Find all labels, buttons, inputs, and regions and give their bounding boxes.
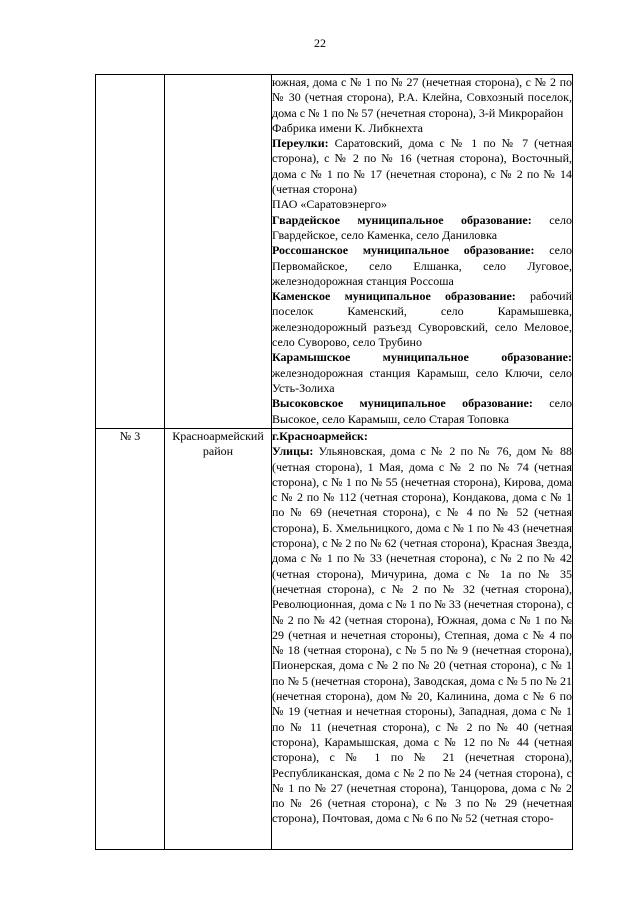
- row-number: № 3: [96, 429, 165, 850]
- addresses-paragraph: Карамышское муниципальное образование: железнодорожная станция Карамыш, село Ключи, село Усть-Золиха: [272, 350, 572, 395]
- addresses-paragraph: Улицы: Ульяновская, дома с № 2 по № 76, дом № 88 (четная сторона), 1 Мая, дома с № 2 по № 74 (четная сторона), с № 1 по № 55 (нечетная сторона), Кирова, дома с № 2 по № 112 (четная сторона), Кондакова, дома с № 1 по № 69 (нечетная сторона), с № 4 по № 52 (четная сторона), Б. Хмельницкого, дома с № 1 по № 43 (нечетная сторона), с № 2 по № 62 (четная сторона), Красная Звезда, дома с № 1 по № 33 (нечетная сторона), с № 2 по № 42 (четная сторона), Мичурина, дома с № 1а по № 35 (нечетная сторона), с № 2 по № 32 (четная сторона), Революционная, дома с № 1 по № 33 (нечетная сторона), с № 2 по № 42 (четная сторона), Южная, дома с № 1 по № 29 (четная и нечетная стороны), Степная, дома с № 4 по № 18 (четная сторона), с № 5 по № 9 (нечетная сторона), Пионерская, дома с № 2 по № 20 (четная сторона), с № 1 по № 5 (нечетная сторона), Заводская, дома с № 5 по № 21 (нечетная сторона), дом № 20, Калинина, дома с № 6 по № 19 (четная и нечетная стороны), Западная, дома с № 1 по № 11 (нечетная сторона), с № 2 по № 40 (четная сторона), Карамышская, дома с № 12 по № 44 (четная сторона), с № 1 по № 21 (нечетная сторона), Республиканская, дома с № 2 по № 24 (четная сторона), с № 1 по № 27 (нечетная сторона), Танцорова, дома с № 2 по № 26 (четная сторона), с № 3 по № 29 (нечетная сторона), Почтовая, дома с № 6 по № 52 (четная сторо-: [272, 444, 572, 826]
- addresses-cell: [272, 429, 573, 850]
- district-name: Красноармейский район: [165, 429, 272, 850]
- table-row: [96, 429, 573, 850]
- addresses-paragraph: Гвардейское муниципальное образование: село Гвардейское, село Каменка, село Даниловка: [272, 212, 572, 242]
- addresses-paragraph: Каменское муниципальное образование: рабочий поселок Каменский, село Карамышевка, железнодорожный разъезд Суворовский, село Меловое, село Суворово, село Трубино: [272, 289, 572, 350]
- addresses-paragraph: Высоковское муниципальное образование: село Высокое, село Карамыш, село Старая Топовка: [272, 396, 572, 426]
- row-number: [96, 75, 165, 429]
- addresses-paragraph: Переулки: Саратовский, дома с № 1 по № 7 (четная сторона), с № 2 по № 16 (четная сторона), Восточный, дома с № 1 по № 17 (нечетная сторона), с № 2 по № 14 (четная сторона): [272, 136, 572, 197]
- addresses-paragraph: южная, дома с № 1 по № 27 (нечетная сторона), с № 2 по № 30 (четная сторона), Р.А. Клейна, Совхозный поселок, дома с № 1 по № 57 (нечетная сторона), 3-й Микрорайон: [272, 75, 572, 120]
- addresses-paragraph: г.Красноармейск:: [272, 429, 368, 443]
- district-table: [95, 74, 573, 850]
- page-number: 22: [314, 36, 326, 50]
- addresses-cell: [272, 75, 573, 429]
- addresses-paragraph: ПАО «Саратовэнерго»: [272, 197, 388, 212]
- district-name: [165, 75, 272, 429]
- addresses-paragraph: Россошанское муниципальное образование: село Первомайское, село Елшанка, село Луговое, железнодорожная станция Россоша: [272, 243, 573, 288]
- table-row: [96, 75, 573, 429]
- addresses-paragraph: Фабрика имени К. Либкнехта: [272, 120, 424, 135]
